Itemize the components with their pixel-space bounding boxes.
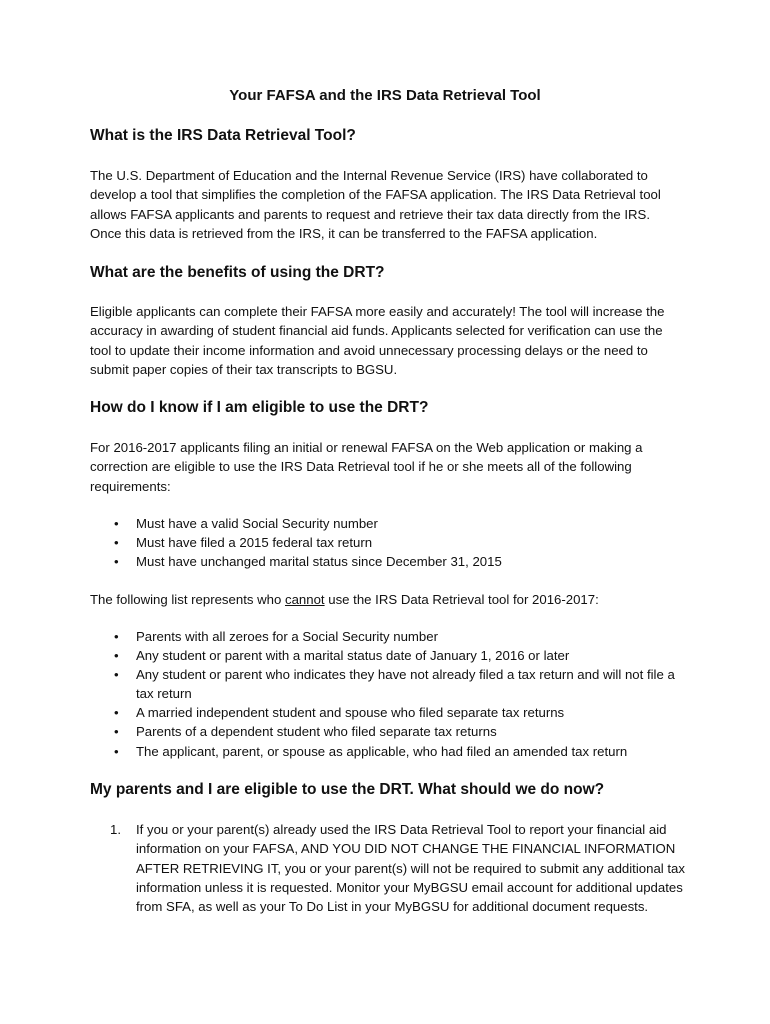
list-item bbox=[90, 533, 685, 552]
list-item bbox=[90, 703, 685, 722]
list-item-text: Must have filed a 2015 federal tax return bbox=[136, 535, 373, 551]
bullet-icon: • bbox=[114, 724, 119, 740]
section-paragraph-benefits: Eligible applicants can complete their FAFSA more easily and accurately! The tool will increase the accuracy in awarding of student financial aid funds. Applicants selected for verification can use the tool to update their income information and avoid unnecessary processing delays or the need to submit paper copies of their tax transcripts to BGSU. bbox=[90, 304, 665, 378]
list-item bbox=[90, 742, 685, 761]
step-text: If you or your parent(s) already used the IRS Data Retrieval Tool to report your financial aid information on your FAFSA, AND YOU DID NOT CHANGE THE FINANCIAL INFORMATION AFTER RETRIEVING IT, you or your parent(s) will not be required to submit any additional tax information unless it is requested. Monitor your MyBGSU email account for additional updates from SFA, as well as your To Do List in your MyBGSU for additional document requests. bbox=[136, 822, 685, 915]
list-item bbox=[90, 646, 685, 665]
step-number: 1. bbox=[110, 822, 121, 837]
section-heading-benefits: What are the benefits of using the DRT? bbox=[90, 264, 385, 281]
list-item bbox=[90, 627, 685, 646]
cannot-use-intro bbox=[90, 590, 685, 609]
section-heading-next-steps: My parents and I are eligible to use the DRT. What should we do now? bbox=[90, 781, 605, 798]
list-item-text: Must have a valid Social Security number bbox=[136, 516, 378, 531]
list-item-text: A married independent student and spouse who filed separate tax returns bbox=[136, 705, 565, 721]
list-item-text: Must have unchanged marital status since December 31, 2015 bbox=[136, 554, 502, 570]
cannot-intro-before: The following list represents who bbox=[90, 592, 285, 607]
next-steps-list bbox=[90, 820, 685, 916]
section-paragraph-eligibility: For 2016-2017 applicants filing an initial or renewal FAFSA on the Web application or making a correction are eligible to use the IRS Data Retrieval tool if he or she meets all of the following requirements: bbox=[90, 440, 643, 494]
document-title: Your FAFSA and the IRS Data Retrieval Tool bbox=[229, 87, 541, 104]
ineligible-list bbox=[90, 627, 685, 761]
list-item bbox=[90, 552, 685, 571]
section-heading-eligibility: How do I know if I am eligible to use the DRT? bbox=[90, 399, 429, 416]
bullet-icon: • bbox=[114, 743, 119, 759]
bullet-icon: • bbox=[114, 516, 119, 531]
bullet-icon: • bbox=[114, 648, 119, 664]
requirements-list bbox=[90, 514, 685, 571]
section-heading-what-is-drt: What is the IRS Data Retrieval Tool? bbox=[90, 127, 356, 144]
list-item bbox=[90, 820, 685, 916]
bullet-icon: • bbox=[114, 667, 119, 683]
list-item-text: Parents of a dependent student who filed separate tax returns bbox=[136, 724, 497, 740]
list-item-text: Any student or parent who indicates they have not already filed a tax return and will not file a tax return bbox=[136, 667, 675, 702]
list-item bbox=[90, 665, 685, 703]
bullet-icon: • bbox=[114, 629, 119, 644]
section-paragraph-what-is-drt: The U.S. Department of Education and the Internal Revenue Service (IRS) have collaborated to develop a tool that simplifies the completion of the FAFSA application. The IRS Data Retrieval tool allows FAFSA applicants and parents to request and retrieve their tax data directly from the IRS. Once this data is retrieved from the IRS, it can be transferred to the FAFSA application. bbox=[90, 168, 661, 242]
list-item bbox=[90, 722, 685, 741]
bullet-icon: • bbox=[114, 554, 119, 570]
bullet-icon: • bbox=[114, 535, 119, 551]
list-item-text: The applicant, parent, or spouse as applicable, who had filed an amended tax return bbox=[136, 743, 628, 759]
list-item-text: Parents with all zeroes for a Social Security number bbox=[136, 629, 438, 644]
list-item-text: Any student or parent with a marital status date of January 1, 2016 or later bbox=[136, 648, 570, 664]
bullet-icon: • bbox=[114, 705, 119, 721]
cannot-intro-after: use the IRS Data Retrieval tool for 2016-2017: bbox=[324, 592, 599, 607]
cannot-intro-underlined: cannot bbox=[284, 592, 325, 607]
list-item bbox=[90, 514, 685, 533]
